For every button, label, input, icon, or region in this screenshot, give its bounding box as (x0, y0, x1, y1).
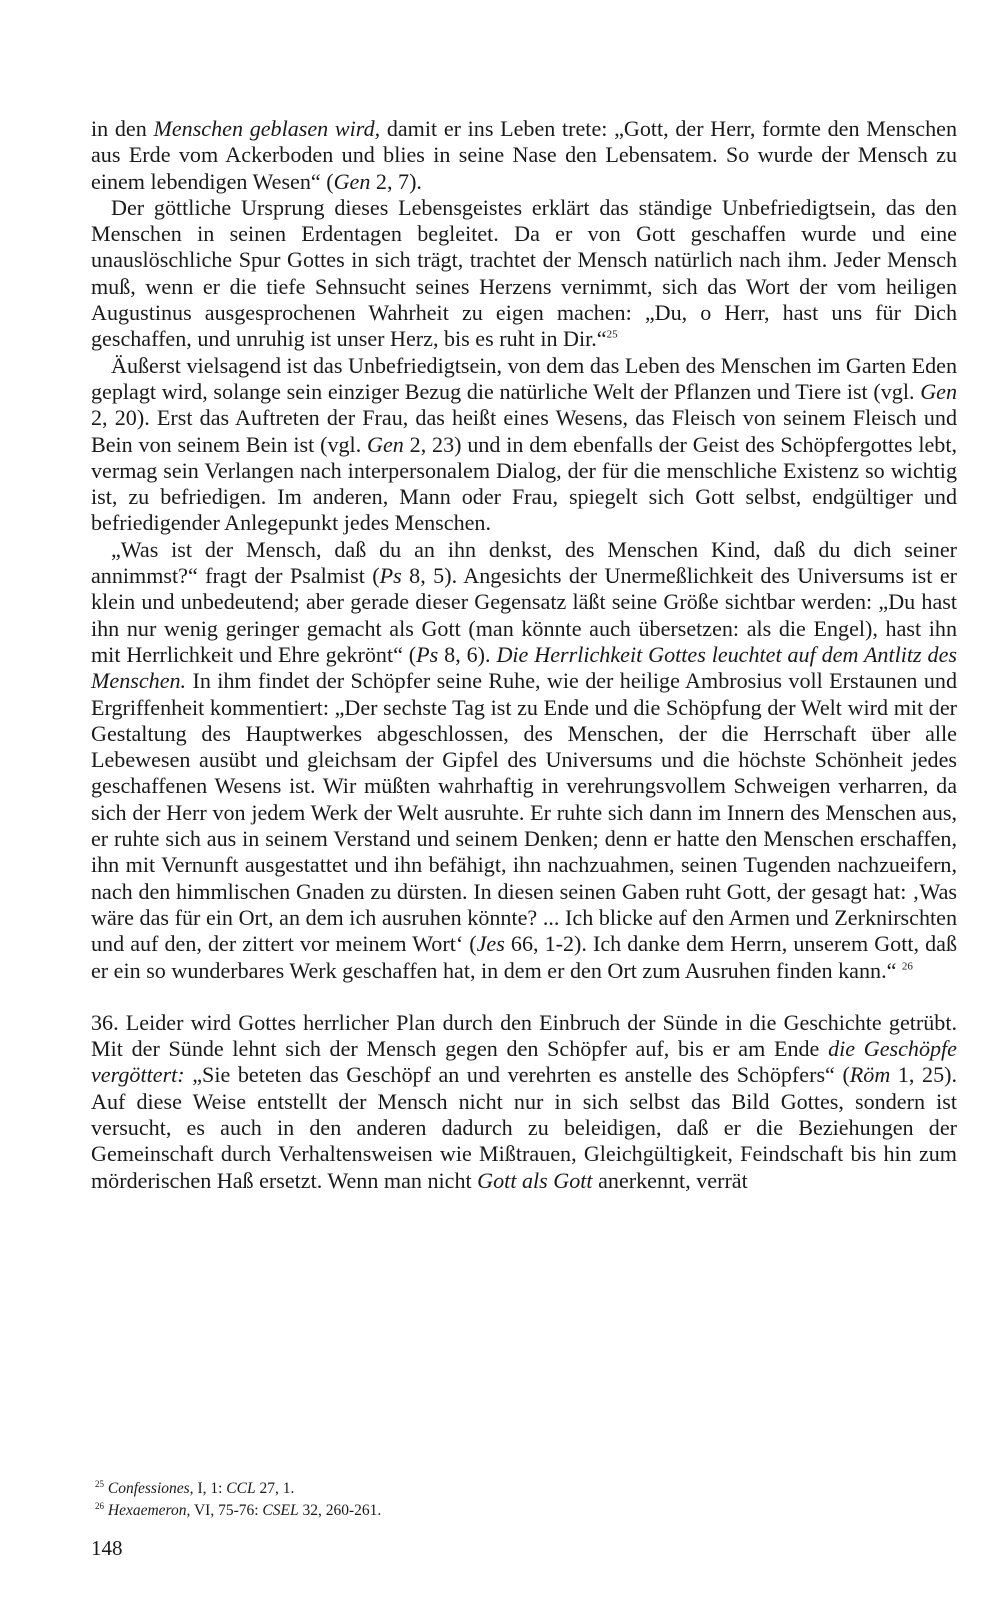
text-run: anerkennt, verrät (592, 1167, 748, 1193)
italic-text: CCL (226, 1480, 256, 1497)
text-run: 1, 25). Auf diese Weise entstellt der Mensch nicht nur in sich selbst das Bild Gottes, sondern ist versucht, es auch in den anderen dadurch zu beleidigen, daß er die Beziehungen der Gemeinschaft durch Verhaltensweisen wie Mißtrauen, Gleichgültigkeit, Feindschaft bis hin zum mörderischen Haß ersetzt. Wenn man nicht (91, 1062, 957, 1193)
italic-text: Menschen geblasen wird, (153, 116, 381, 141)
text-run: 2, 7). (370, 168, 422, 194)
text-run: damit er ins Leben trete: „Gott, der Herr, formte den Menschen aus Erde vom Ackerboden und blies in seine Nase den Lebensatem. So wurde der Mensch zu einem lebendigen Wesen“ ( (91, 116, 957, 194)
footnote (91, 1500, 957, 1522)
italic-text: Confessiones, (107, 1480, 194, 1497)
paragraph (91, 537, 957, 984)
footnote-number: 25 (95, 1478, 104, 1489)
italic-text: Die Herrlichkeit Gottes leuchtet auf dem Antlitz des Menschen. (91, 641, 957, 694)
page-number: 148 (91, 1536, 123, 1560)
italic-text: Hexaemeron, (107, 1502, 191, 1519)
footnote-number: 26 (95, 1500, 104, 1511)
italic-text: Ps (379, 563, 402, 589)
italic-text: Gen (920, 378, 957, 404)
paragraph (91, 116, 957, 195)
footnote (91, 1478, 957, 1500)
paragraph (91, 195, 957, 353)
footnote-reference: 26 (901, 960, 913, 973)
text-run: 27, 1. (255, 1480, 295, 1497)
text-run: 66, 1-2). Ich danke dem Herrn, unserem Gott, daß er ein so wunderbares Werk geschaffen hat, in dem er den Ort zum Ausruhen finden kann.“ (91, 931, 957, 983)
italic-text: Gen (333, 168, 371, 194)
text-run: In ihm findet der Schöpfer seine Ruhe, wie der heilige Ambrosius voll Erstaunen und Ergriffenheit kommentiert: „Der sechste Tag ist zu Ende und die Schöpfung der Welt wird mit der Gestaltung des Hauptwerkes abgeschlossen, des Menschen, der die Herrschaft über alle Lebewesen ausübt und gleichsam der Gipfel des Universums und die höchste Schönheit jedes geschaffenen Wesens ist. Wir müßten wahrhaftig in verehrungsvollem Schweigen verharren, da sich der Herr von jedem Werk der Welt ausruhte. Er ruhte sich dann im Innern des Menschen aus, er ruhte sich aus in seinem Verstand und seinem Denken; denn er hatte den Menschen erschaffen, ihn mit Vernunft ausgestattet und ihn befähigt, ihn nachzuahmen, seinen Tugenden nachzueifern, nach den himmlischen Gnaden zu dürsten. In diesen seinen Gaben ruht Gott, der gesagt hat: ‚Was wäre das für ein Ort, an dem ich ausruhen könnte? ... Ich blicke auf den Armen und Zerknirschten und auf den, der zittert vor meinem Wort‘ ( (91, 668, 957, 957)
text-run: „Was ist der Mensch, daß du an ihn denkst, des Menschen Kind, daß du dich seiner annimmst?“ fragt der Psalmist ( (91, 536, 957, 589)
footnotes (91, 1478, 957, 1522)
paragraph (91, 353, 957, 537)
text-run: 2, 20). Erst das Auftreten der Frau, das heißt eines Wesens, das Fleisch von seinem Fleisch und Bein von seinem Bein ist (vgl. (91, 405, 957, 457)
text-run: 8, 6). (438, 641, 497, 667)
text-run: Der göttliche Ursprung dieses Lebensgeistes erklärt das ständige Unbefriedigtsein, das den Menschen in seinen Erdentagen begleitet. Da er von Gott geschaffen wurde und eine unauslöschliche Spur Gottes in sich trägt, trachtet der Mensch natürlich nach ihm. Jeder Mensch muß, wenn er die tiefe Sehnsucht seines Herzens vernimmt, sich das Wort der vom heiligen Augustinus ausgesprochenen Wahrheit zu eigen machen: „Du, o Herr, hast uns für Dich geschaffen, und unruhig ist unser Herz, bis es ruht in Dir.“ (91, 194, 957, 352)
text-run: 36. Leider wird Gottes herrlicher Plan durch den Einbruch der Sünde in die Geschichte getrübt. Mit der Sünde lehnt sich der Mensch gegen den Schöpfer auf, bis er am Ende (91, 1009, 957, 1062)
body-text (91, 116, 957, 1194)
italic-text: die Geschöpfe vergöttert: (91, 1036, 957, 1088)
text-run: in den (91, 116, 154, 141)
footnote-reference: 25 (606, 329, 618, 342)
italic-text: Röm (849, 1062, 891, 1088)
text-run: VI, 75-76: (190, 1502, 263, 1519)
text-run: I, 1: (193, 1480, 227, 1497)
text-run: 2, 23) und in dem ebenfalls der Geist des Schöpfergottes lebt, vermag sein Verlangen nach interpersonalem Dialog, der für die menschliche Existenz so wichtig ist, zu befriedigen. Im anderen, Mann oder Frau, spiegelt sich Gott selbst, endgültiger und befriedigender Anlegepunkt jedes Menschen. (91, 431, 957, 536)
text-run: 32, 260-261. (298, 1502, 382, 1519)
text-run: „Sie beteten das Geschöpf an und verehrten es anstelle des Schöpfers“ ( (184, 1062, 850, 1088)
italic-text: Gott als Gott (477, 1167, 593, 1193)
italic-text: Jes (476, 931, 505, 957)
italic-text: CSEL (262, 1502, 299, 1519)
text-run: Äußerst vielsagend ist das Unbefriedigtsein, von dem das Leben des Menschen im Garten Eden geplagt wird, solange sein einziger Bezug die natürliche Welt der Pflanzen und Tiere ist (vgl. (91, 352, 957, 404)
italic-text: Gen (367, 431, 404, 457)
section-paragraph (91, 1010, 957, 1194)
text-run: 8, 5). Angesichts der Unermeßlichkeit des Universums ist er klein und unbedeutend; aber gerade dieser Gegensatz läßt seine Größe sichtbar werden: „Du hast ihn nur wenig geringer gemacht als Gott (man könnte auch übersetzen: als die Engel), hast ihn mit Herrlichkeit und Ehre gekrönt“ ( (91, 563, 957, 667)
italic-text: Ps (416, 641, 439, 667)
